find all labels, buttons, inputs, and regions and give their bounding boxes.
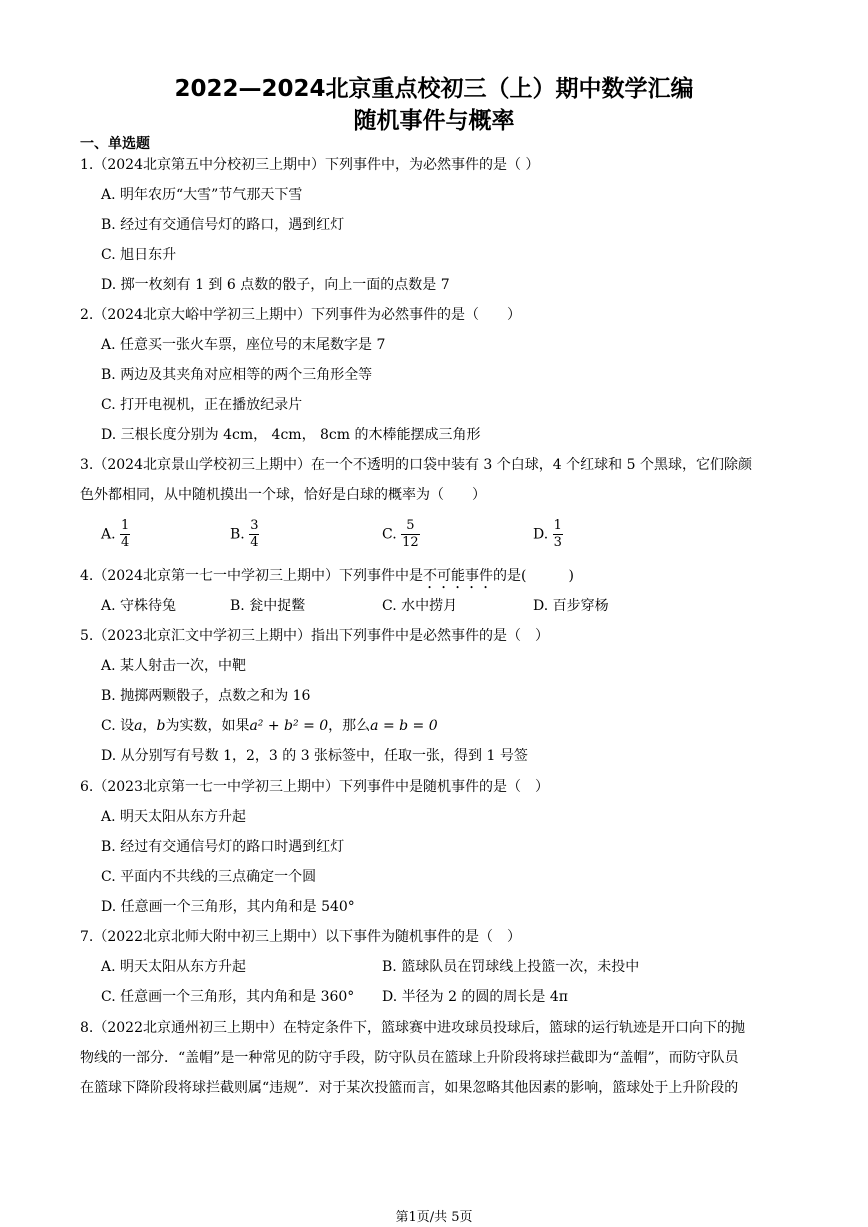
- option-d-label: D.: [533, 526, 549, 543]
- question-8-line1: 8.（2022北京通州初三上期中）在特定条件下，篮球赛中进攻球员投球后，篮球的运行轨迹是开口向下的抛: [80, 1020, 745, 1036]
- option-a-fraction: [120, 518, 130, 551]
- denominator: 4: [121, 535, 130, 550]
- question-4-stem: [80, 567, 574, 592]
- question-3-option-b: [230, 518, 259, 551]
- question-6-stem: 6.（2023北京第一七一中学初三上期中）下列事件中是随机事件的是（ ）: [80, 779, 549, 795]
- question-7-option-a: A. 明天太阳从东方升起: [101, 959, 247, 975]
- question-1-stem: 1.（2024北京第五中分校初三上期中）下列事件中，为必然事件的是（ ）: [80, 157, 540, 173]
- question-6-option-c: C. 平面内不共线的三点确定一个圆: [101, 869, 317, 885]
- variable-a: a: [134, 718, 143, 734]
- option-c-text: 为实数，如果: [165, 718, 250, 734]
- numerator: 1: [121, 518, 130, 533]
- question-4-option-d: D. 百步穿杨: [533, 598, 609, 614]
- document-subtitle: 随机事件与概率: [353, 108, 515, 134]
- section-heading: 一、单选题: [80, 136, 150, 152]
- question-2-stem: 2.（2024北京大峪中学初三上期中）下列事件为必然事件的是（ ）: [80, 307, 521, 323]
- question-5-option-c: [101, 717, 438, 735]
- option-b-fraction: [249, 518, 259, 551]
- equation-sum-of-squares: a² + b² = 0: [249, 718, 329, 734]
- option-c-label: C.: [382, 526, 397, 543]
- question-8-line3: 在篮球下降阶段将球拦截则属“违规”．对于某次投篮而言，如果忽略其他因素的影响，篮球处于上升阶段的: [80, 1080, 739, 1096]
- equation-result: a = b = 0: [370, 718, 438, 734]
- question-7-option-c: C. 任意画一个三角形，其内角和是 360°: [101, 989, 355, 1005]
- option-a-label: A.: [101, 526, 116, 543]
- denominator: 4: [250, 535, 259, 550]
- question-3-stem-line2: 色外都相同，从中随机摸出一个球，恰好是白球的概率为（ ）: [80, 487, 486, 503]
- question-8-line2: 物线的一部分．“盖帽”是一种常见的防守手段，防守队员在篮球上升阶段将球拦截即为“盖帽”，而防守队员: [80, 1050, 739, 1066]
- question-1-option-d: D. 掷一枚刻有 1 到 6 点数的骰子，向上一面的点数是 7: [101, 277, 450, 293]
- question-5-option-a: A. 某人射击一次，中靶: [101, 658, 247, 674]
- question-4-option-b: B. 瓮中捉鳖: [230, 598, 306, 614]
- question-3-option-a: [101, 518, 130, 551]
- question-2-option-d: D. 三根长度分别为 4cm， 4cm， 8cm 的木棒能摆成三角形: [101, 427, 481, 443]
- question-7-option-d: D. 半径为 2 的圆的周长是 4π: [382, 989, 568, 1005]
- denominator: 12: [402, 535, 419, 550]
- document-title: 2022—2024北京重点校初三（上）期中数学汇编: [174, 76, 694, 102]
- option-c-then: ，那么: [328, 718, 371, 734]
- option-d-fraction: [553, 518, 563, 551]
- question-4-option-c: C. 水中捞月: [382, 598, 458, 614]
- question-3-stem-line1: 3.（2024北京景山学校初三上期中）在一个不透明的口袋中装有 3 个白球，4 个红球和 5 个黑球，它们除颜: [80, 457, 752, 473]
- stem-suffix: 的是( ): [493, 568, 574, 584]
- question-7-option-b: B. 篮球队员在罚球线上投篮一次，未投中: [382, 959, 640, 975]
- question-6-option-a: A. 明天太阳从东方升起: [101, 809, 247, 825]
- page-footer: 第1页/共 5页: [395, 1210, 473, 1225]
- question-3-option-d: [533, 518, 563, 551]
- question-4-option-a: A. 守株待兔: [101, 598, 177, 614]
- question-2-option-c: C. 打开电视机，正在播放纪录片: [101, 397, 303, 413]
- comma: ，: [142, 718, 157, 734]
- question-5-option-d: D. 从分别写有号数 1，2，3 的 3 张标签中，任取一张，得到 1 号签: [101, 748, 528, 764]
- numerator: 5: [401, 518, 420, 535]
- question-5-stem: 5.（2023北京汇文中学初三上期中）指出下列事件中是必然事件的是（ ）: [80, 628, 549, 644]
- question-2-option-a: A. 任意买一张火车票，座位号的末尾数字是 7: [101, 337, 386, 353]
- denominator: 3: [553, 535, 562, 550]
- numerator: 1: [553, 518, 562, 533]
- option-c-prefix: C. 设: [101, 718, 135, 734]
- question-5-option-b: B. 抛掷两颗骰子，点数之和为 16: [101, 688, 311, 704]
- question-7-stem: 7.（2022北京北师大附中初三上期中）以下事件为随机事件的是（ ）: [80, 929, 521, 945]
- variable-b: b: [156, 718, 166, 734]
- question-1-option-c: C. 旭日东升: [101, 247, 177, 263]
- numerator: 3: [250, 518, 259, 533]
- option-c-fraction: [401, 518, 420, 551]
- option-b-label: B.: [230, 526, 245, 543]
- question-6-option-d: D. 任意画一个三角形，其内角和是 540°: [101, 899, 355, 915]
- question-1-option-b: B. 经过有交通信号灯的路口，遇到红灯: [101, 217, 345, 233]
- emphasized-term: 不可能事件: [423, 568, 493, 584]
- question-2-option-b: B. 两边及其夹角对应相等的两个三角形全等: [101, 367, 373, 383]
- question-3-option-c: [382, 518, 420, 551]
- question-6-option-b: B. 经过有交通信号灯的路口时遇到红灯: [101, 839, 345, 855]
- stem-prefix: 4.（2024北京第一七一中学初三上期中）下列事件中是: [80, 568, 423, 584]
- question-1-option-a: A. 明年农历“大雪”节气那天下雪: [101, 187, 303, 203]
